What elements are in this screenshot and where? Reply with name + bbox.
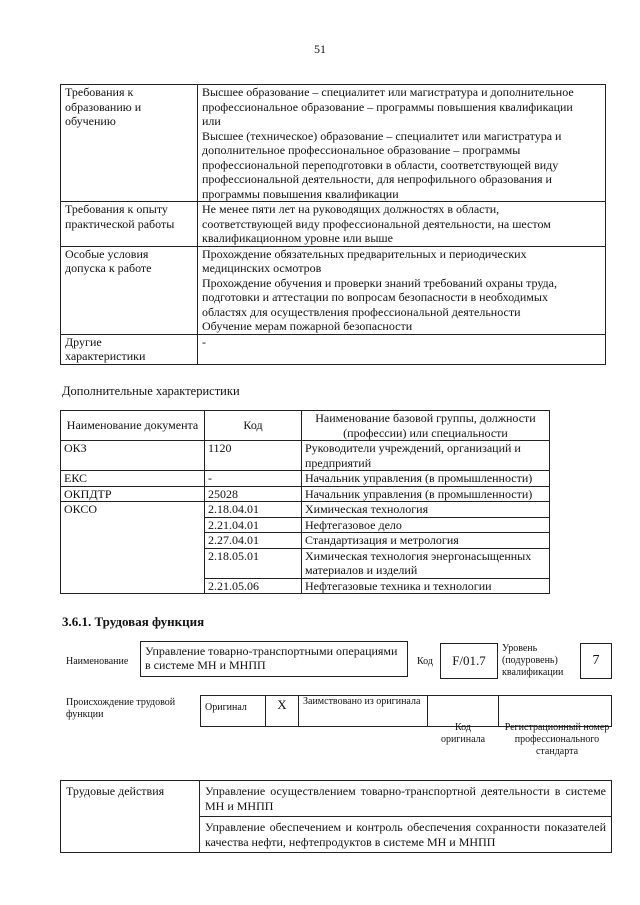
column-header: Код [205, 411, 302, 441]
name-cell: Начальник управления (в промышленности) [302, 486, 550, 502]
requirements-table [60, 84, 606, 365]
reg-number-label: Регистрационный номер профессионального стандарта [504, 722, 610, 757]
code-cell: 2.18.05.01 [205, 548, 302, 578]
level-box: 7 [580, 643, 612, 679]
table-row [61, 202, 606, 247]
table-row [61, 781, 612, 817]
name-cell: Нефтегазовое дело [302, 517, 550, 533]
row-content: Прохождение обязательных предварительных и периодических медицинских осмотров Прохождение обучения и проверки знаний требований охраны труда, подготовки и аттестации по вопросам безопасности в необходимых областях для осуществления профессиональной деятельности Обучение мерам пожарной безопасности [198, 246, 606, 334]
table-row [61, 471, 550, 487]
code-cell: - [205, 471, 302, 487]
actions-table [60, 780, 612, 853]
function-title: 3.6.1. Трудовая функция [62, 614, 205, 629]
code-cell: 2.27.04.01 [205, 533, 302, 549]
row-content: Высшее образование – специалитет или магистратура и дополнительное профессиональное образование – программы повышения квалификации или Высшее (техническое) образование – специалитет или магистратура и дополнительное профессиональное образование – программы профессиональной переподготовки в области, соответствующей виду профессиональной деятельности, для непрофильного образования и программы повышения квалификации [198, 85, 606, 202]
function-name-box: Управление товарно-транспортными операциями в системе МН и МНПП [140, 641, 408, 677]
code-cell: 2.21.05.06 [205, 578, 302, 594]
table-row [61, 441, 550, 471]
name-cell: Химическая технология [302, 502, 550, 518]
row-content: Не менее пяти лет на руководящих должностях в области, соответствующей виду профессиональной деятельности, на шестом квалификационном уровне или выше [198, 202, 606, 247]
column-header: Наименование базовой группы, должности (профессии) или специальности [302, 411, 550, 441]
page-number: 51 [314, 42, 326, 56]
table-row [61, 502, 550, 518]
function-code-box: F/01.7 [440, 643, 498, 679]
name-cell: Начальник управления (в промышленности) [302, 471, 550, 487]
table-row [61, 334, 606, 364]
action-item: Управление осуществлением товарно-транспортной деятельности в системе МН и МНПП [200, 781, 612, 817]
row-content: - [198, 334, 606, 364]
name-cell: Руководители учреждений, организаций и предприятий [302, 441, 550, 471]
name-label: Наименование [66, 656, 129, 667]
name-cell: Нефтегазовые техника и технологии [302, 578, 550, 594]
code-cell: 2.18.04.01 [205, 502, 302, 518]
row-label: Другие характеристики [61, 334, 198, 364]
original-mark: X [266, 696, 299, 727]
doc-cell: ОКЗ [61, 441, 205, 471]
code-cell: 2.21.04.01 [205, 517, 302, 533]
code-cell: 1120 [205, 441, 302, 471]
row-label: Особые условия допуска к работе [61, 246, 198, 334]
table-row [61, 246, 606, 334]
row-label: Требования к образованию и обучению [61, 85, 198, 202]
doc-cell: ОКПДТР [61, 486, 205, 502]
action-item: Управление обеспечением и контроль обеспечения сохранности показателей качества нефти, нефтепродуктов в системе МН и МНПП [200, 817, 612, 853]
original-label: Оригинал [201, 696, 266, 727]
name-cell: Стандартизация и метрология [302, 533, 550, 549]
code-original-label: Код оригинала [440, 722, 486, 745]
doc-cell: ОКСО [61, 502, 205, 594]
doc-cell: ЕКС [61, 471, 205, 487]
borrowed-label: Заимствовано из оригинала [299, 696, 428, 727]
section-title: Дополнительные характеристики [62, 384, 240, 398]
code-label: Код [417, 656, 433, 667]
table-row [61, 486, 550, 502]
code-cell: 25028 [205, 486, 302, 502]
column-header: Наименование документа [61, 411, 205, 441]
name-cell: Химическая технология энергонасыщенных материалов и изделий [302, 548, 550, 578]
actions-label: Трудовые действия [61, 781, 200, 853]
origin-label: Происхождение трудовой функции [66, 697, 176, 720]
level-label: Уровень (подуровень) квалификации [502, 643, 564, 678]
table-row [61, 85, 606, 202]
row-label: Требования к опыту практической работы [61, 202, 198, 247]
table-header-row [61, 411, 550, 441]
additional-table [60, 410, 550, 594]
